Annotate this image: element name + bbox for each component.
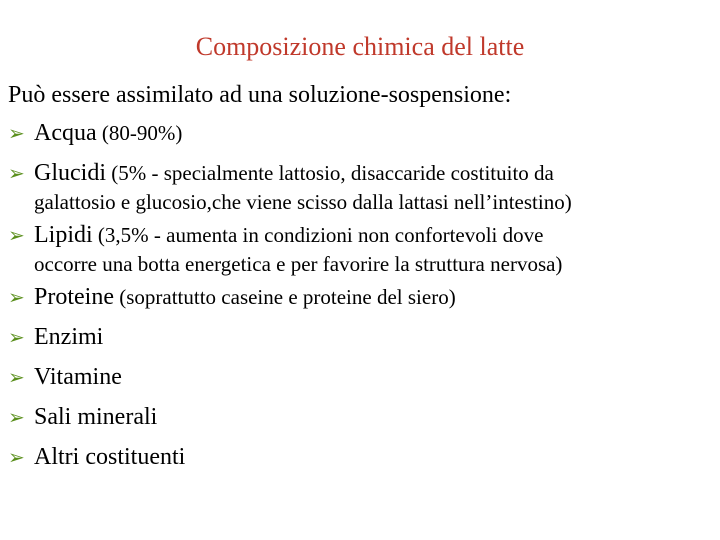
arrow-bullet-icon: ➢ (8, 285, 25, 309)
arrow-bullet-icon: ➢ (8, 223, 25, 247)
arrow-bullet-icon: ➢ (8, 121, 25, 145)
list-item-proteine (8, 282, 572, 312)
list-item-detail: (3,5% - aumenta in condizioni non confortevoli dove (92, 223, 544, 247)
list-item-label: Vitamine (34, 364, 122, 390)
list-item-label: Glucidi (34, 160, 106, 186)
list-item-text (34, 220, 562, 278)
composition-list (8, 118, 572, 482)
list-item-text (34, 282, 456, 312)
arrow-bullet-icon: ➢ (8, 161, 25, 185)
list-item-detail: (5% - specialmente lattosio, disaccaride costituito da (106, 161, 554, 185)
list-item-label: Lipidi (34, 222, 93, 248)
intro-text: Può essere assimilato ad una soluzione-sospensione: (8, 82, 512, 108)
list-item-altri-costituenti (8, 442, 572, 472)
list-item-label: Proteine (34, 284, 114, 310)
list-item-lipidi (8, 220, 572, 278)
list-item-glucidi (8, 158, 572, 216)
arrow-bullet-icon: ➢ (8, 405, 25, 429)
list-item-acqua (8, 118, 572, 148)
list-item-continuation: galattosio e glucosio,che viene scisso dalla lattasi nell’intestino) (34, 190, 572, 214)
list-item-vitamine (8, 362, 572, 392)
list-item-label: Sali minerali (34, 404, 158, 430)
list-item-text (34, 158, 572, 216)
list-item-label: Acqua (34, 120, 97, 146)
slide-title: Composizione chimica del latte (195, 32, 525, 61)
list-item-detail: (80-90%) (96, 121, 183, 145)
list-item-enzimi (8, 322, 572, 352)
list-item-continuation: occorre una botta energetica e per favorire la struttura nervosa) (34, 252, 563, 276)
arrow-bullet-icon: ➢ (8, 365, 25, 389)
arrow-bullet-icon: ➢ (8, 445, 25, 469)
list-item-label: Altri costituenti (34, 444, 186, 470)
list-item-label: Enzimi (34, 324, 104, 350)
list-item-detail: (soprattutto caseine e proteine del siero) (113, 285, 456, 309)
list-item-sali-minerali (8, 402, 572, 432)
list-item-text (34, 118, 182, 148)
arrow-bullet-icon: ➢ (8, 325, 25, 349)
